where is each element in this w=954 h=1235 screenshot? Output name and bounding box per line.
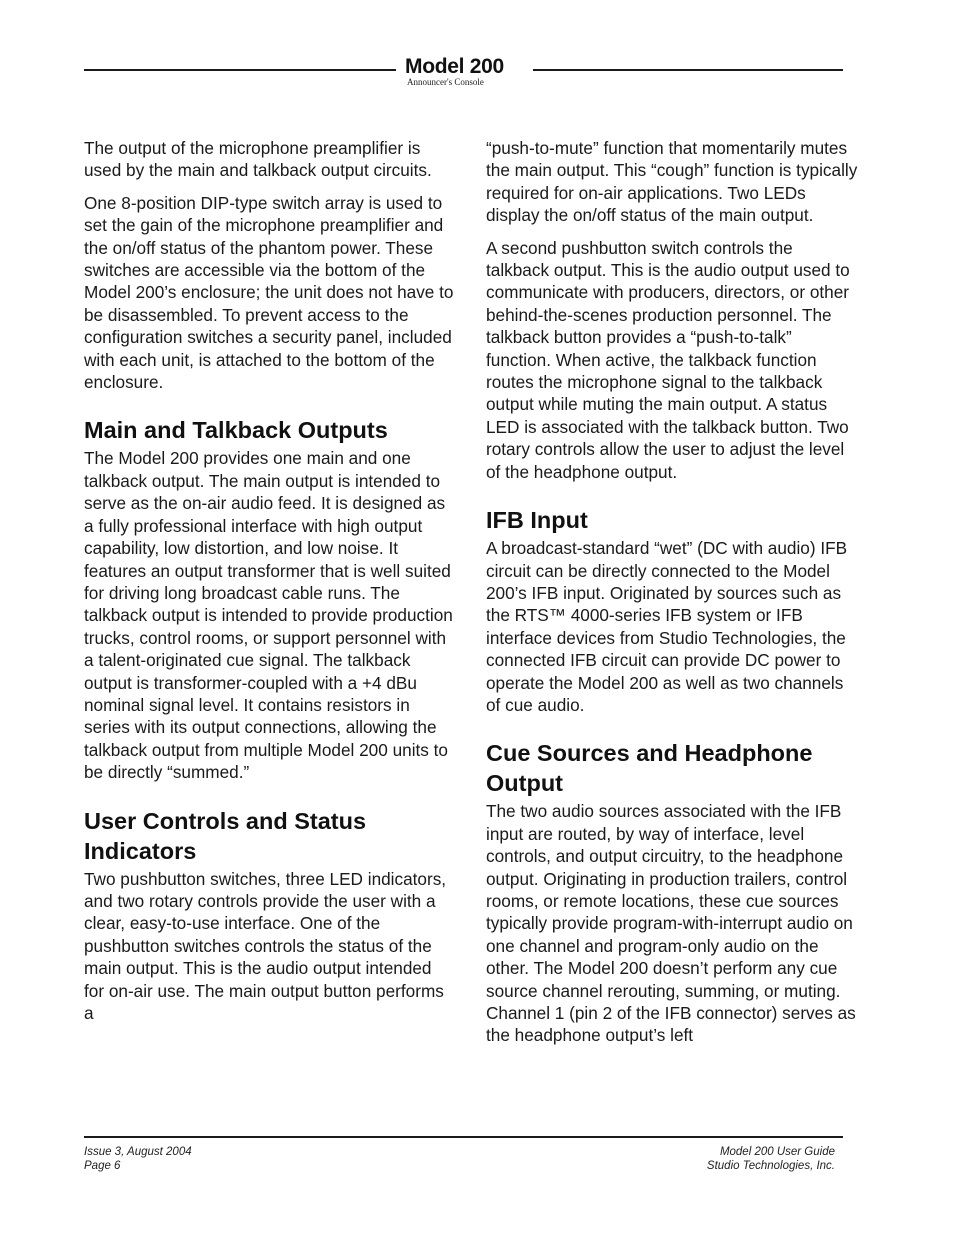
paragraph-dip-switch: One 8-position DIP-type switch array is used to set the gain of the microphone preamplifier and the on/off status of the phantom power. These switches are accessible via the bottom of the Model 200’s enclosure; the unit does not have to be disassembled. To prevent access to the configuration switches a security panel, included with each unit, is attached to the bottom of the enclosure. (84, 192, 454, 393)
footer-right (707, 1145, 835, 1173)
footer-rule (84, 1136, 843, 1138)
paragraph-preamp-output: The output of the microphone preamplifier is used by the main and talkback output circuits. (84, 138, 432, 181)
footer-page-number: Page 6 (84, 1160, 121, 1172)
paragraph-talkback-switch: A second pushbutton switch controls the talkback output. This is the audio output used to communicate with producers, directors, or other behind-the-scenes production personnel. The talkback button provides a “push-to-talk” function. When active, the talkback function routes the microphone signal to the talkback output while muting the main output. A status LED is associated with the talkback button. Two rotary controls allow the user to adjust the level of the headphone output. (486, 237, 850, 482)
paragraph-push-to-mute: “push-to-mute” function that momentarily mutes the main output. This “cough” function is typically required for on-air applications. Two LEDs display the on/off status of the main output. (486, 138, 858, 226)
heading-user-controls: User Controls and Status Indicators (84, 807, 367, 864)
header-rule-left (84, 69, 396, 71)
paragraph-cue-sources: The two audio sources associated with the IFB input are routed, by way of interface, level controls, and output circuitry, to the headphone output. Originating in production trailers, control rooms, or remote locations, these cue sources typically provide program-with-interrupt audio on one channel and program-only audio on the other. The Model 200 doesn’t perform any cue source channel rerouting, summing, or muting. Channel 1 (pin 2 of the IFB connector) serves as the headphone output’s left (486, 801, 856, 1046)
paragraph-user-controls: Two pushbutton switches, three LED indicators, and two rotary controls provide the user with a clear, easy-to-use interface. One of the pushbutton switches controls the status of the main output. This is the audio output intended for on-air use. The main output button performs a (84, 868, 447, 1023)
paragraph-main-talkback: The Model 200 provides one main and one talkback output. The main output is intended to serve as the on-air audio feed. It is designed as a fully professional interface with high output capability, low distortion, and low noise. It features an output transformer that is well suited for driving long broadcast cable runs. The talkback output is intended to provide production trucks, control rooms, or support personnel with a talent-originated cue signal. The talkback output is transformer-coupled with a +4 dBu nominal signal level. It contains resistors in series with its output connections, allowing the talkback output from multiple Model 200 units to be directly “summed.” (84, 448, 453, 783)
footer-guide-title: Model 200 User Guide (719, 1146, 835, 1158)
footer-left (84, 1145, 192, 1173)
header-subtitle: Announcer's Console (407, 77, 484, 87)
footer-issue: Issue 3, August 2004 (84, 1146, 192, 1158)
header-rule-right (533, 69, 843, 71)
heading-main-talkback-outputs: Main and Talkback Outputs (84, 417, 388, 444)
paragraph-ifb-input: A broadcast-standard “wet” (DC with audio) IFB circuit can be directly connected to the Model 200’s IFB input. Originated by sources such as the RTS™ 4000-series IFB system or IFB interface devices from Studio Technologies, the connected IFB circuit can provide DC power to operate the Model 200 as well as two channels of cue audio. (486, 538, 848, 715)
right-column (486, 137, 858, 1057)
header-title: Model 200 (405, 55, 504, 78)
footer-company: Studio Technologies, Inc. (706, 1160, 835, 1172)
heading-cue-sources: Cue Sources and Headphone Output (486, 740, 813, 797)
left-column (84, 137, 456, 1034)
heading-ifb-input: IFB Input (486, 507, 588, 534)
